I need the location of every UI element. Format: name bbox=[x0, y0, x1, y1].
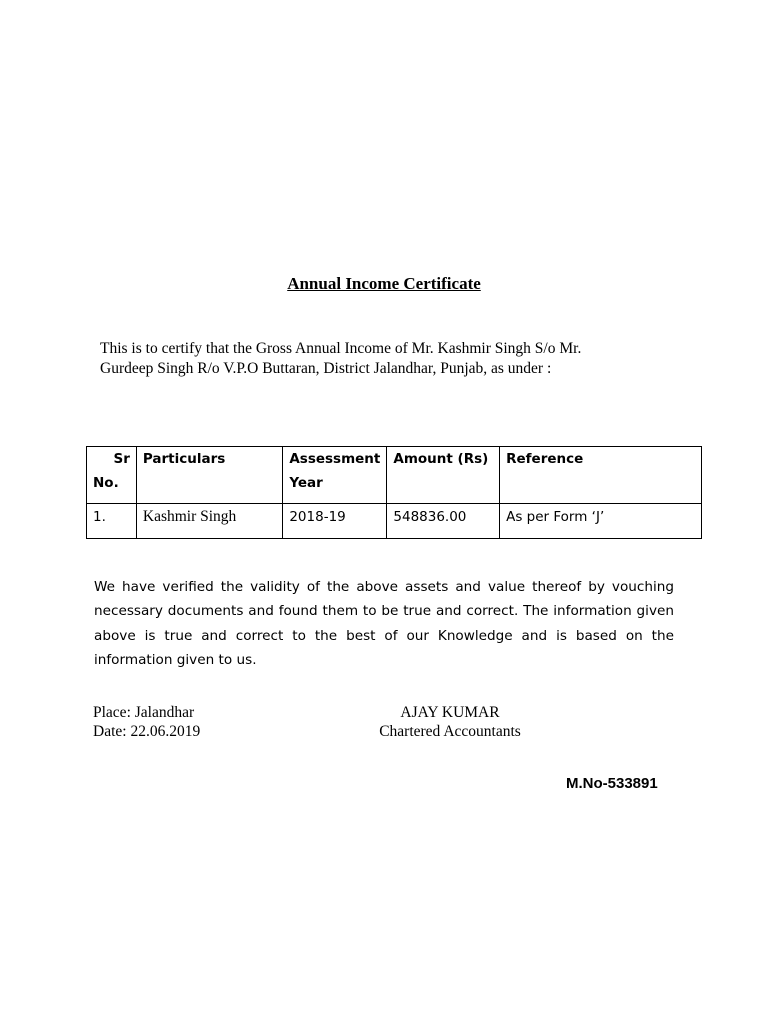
cell-sr: 1. bbox=[87, 504, 137, 539]
header-assessment-label: Assessment bbox=[289, 451, 381, 467]
signer-title: Chartered Accountants bbox=[379, 723, 521, 740]
table-header-row bbox=[87, 447, 702, 504]
certificate-title: Annual Income Certificate bbox=[287, 274, 481, 293]
header-particulars: Particulars bbox=[136, 447, 282, 504]
membership-number: M.No-533891 bbox=[566, 775, 658, 792]
header-reference: Reference bbox=[500, 447, 702, 504]
header-sr-label: Sr bbox=[113, 451, 130, 467]
header-assessment-year bbox=[283, 447, 387, 504]
cell-assessment-year: 2018-19 bbox=[283, 504, 387, 539]
header-sr-no bbox=[87, 447, 137, 504]
header-amount: Amount (Rs) bbox=[387, 447, 500, 504]
cell-amount: 548836.00 bbox=[387, 504, 500, 539]
signatory-block bbox=[360, 703, 540, 741]
table-row bbox=[87, 504, 702, 539]
verification-paragraph: We have verified the validity of the above assets and value thereof by vouching necessary documents and found them to be true and correct. The information given above is true and correct to the best of our Knowledge and is based on the information given to us. bbox=[94, 579, 674, 668]
place-text: Place: Jalandhar bbox=[93, 704, 195, 721]
signer-name: AJAY KUMAR bbox=[400, 704, 500, 721]
header-no-label: No. bbox=[93, 475, 119, 491]
header-year-label: Year bbox=[289, 475, 323, 491]
intro-line-1: This is to certify that the Gross Annual Income of Mr. Kashmir Singh S/o Mr. bbox=[100, 340, 582, 357]
cell-particulars bbox=[136, 504, 282, 539]
cell-reference: As per Form ‘J’ bbox=[500, 504, 702, 539]
income-table bbox=[86, 446, 702, 539]
date-text: Date: 22.06.2019 bbox=[93, 723, 201, 740]
cell-particulars-text: Kashmir Singh bbox=[142, 508, 237, 525]
intro-line-2: Gurdeep Singh R/o V.P.O Buttaran, District Jalandhar, Punjab, as under : bbox=[100, 360, 552, 377]
certificate-intro bbox=[100, 339, 700, 379]
place-date-block bbox=[93, 703, 200, 741]
